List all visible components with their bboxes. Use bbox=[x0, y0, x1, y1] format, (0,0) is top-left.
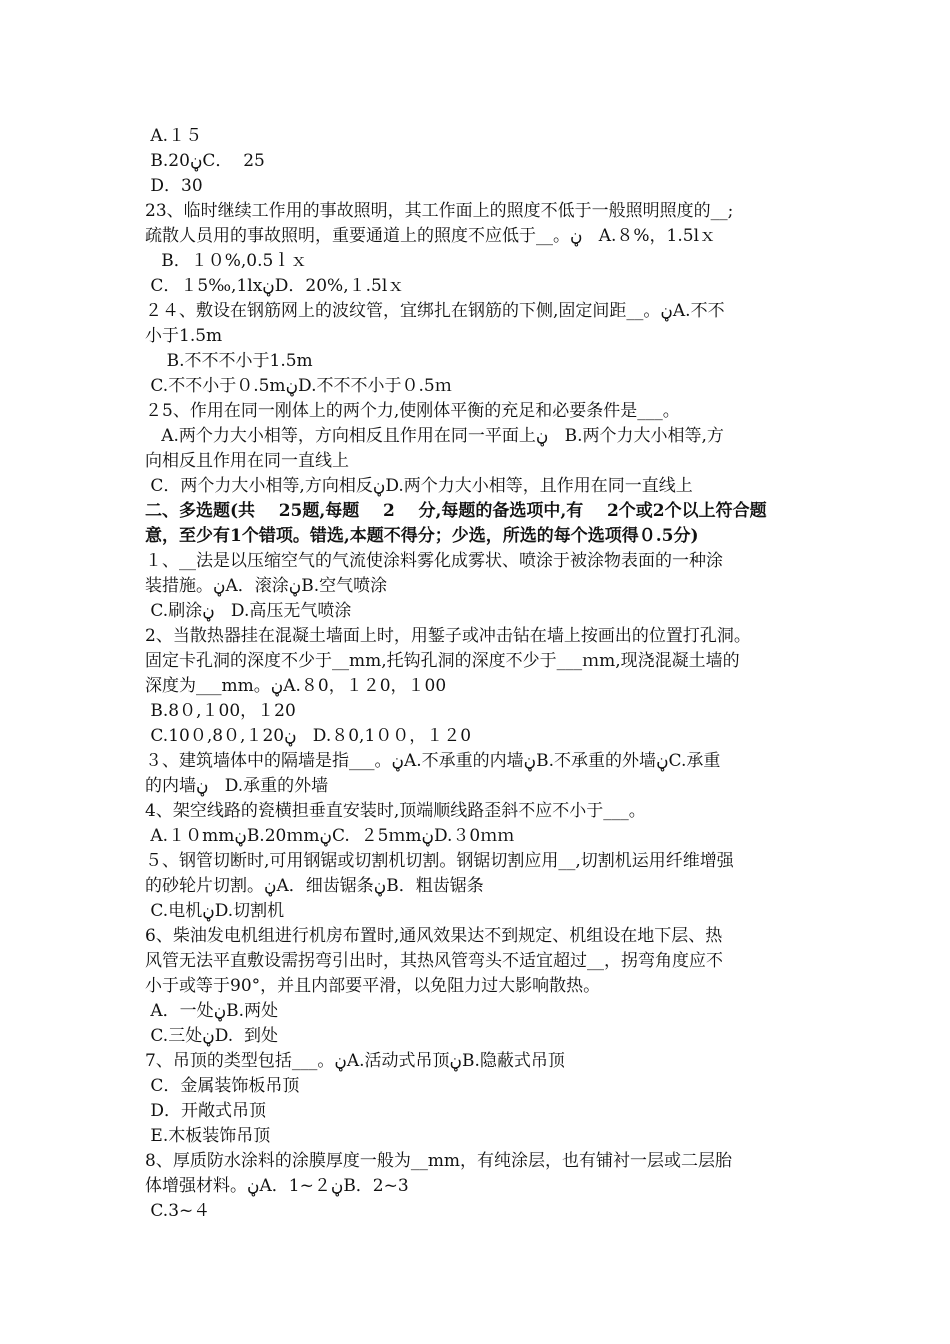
text-line: 小于1.5m bbox=[145, 326, 223, 346]
text-line: A.１０mmڼB.20ｍmڼC. ２5ｍmڼD.３0ｍｍ bbox=[145, 826, 515, 846]
section-heading-line: 二、多选题(共 25题,每题 2 分,每题的备选项中,有 2个或2个以上符合题 bbox=[145, 501, 767, 521]
text-line: C.不不小于０.5mڼD.不不不小于０.5ｍ bbox=[145, 376, 452, 396]
text-line: ３、建筑墙体中的隔墙是指___。ڼA.不承重的内墙ڼB.不承重的外墙ڼC.承重 bbox=[145, 751, 721, 771]
text-line: C．金属装饰板吊顶 bbox=[145, 1076, 300, 1096]
text-line: B．１０%,0.5ｌｘ bbox=[145, 251, 308, 271]
text-line: ２5、作用在同一刚体上的两个力,使刚体平衡的充足和必要条件是___。 bbox=[145, 401, 680, 421]
document-body bbox=[145, 124, 810, 1224]
text-line: 的内墙ڼ D.承重的外墙 bbox=[145, 776, 329, 796]
text-line: 23、临时继续工作用的事故照明，其工作面上的照度不低于一般照明照度的__; bbox=[145, 201, 734, 221]
text-line: 疏散人员用的事故照明，重要通道上的照度不应低于__。ڼ A.８%，1.5lｘ bbox=[145, 226, 717, 246]
text-line: C.3~４ bbox=[145, 1201, 211, 1221]
text-line: C.电机ڼD.切割机 bbox=[145, 901, 285, 921]
text-line: 8、厚质防水涂料的涂膜厚度一般为__mm，有纯涂层，也有铺衬一层或二层胎 bbox=[145, 1151, 733, 1171]
text-line: 7、吊顶的类型包括___。ڼA.活动式吊顶ڼB.隐蔽式吊顶 bbox=[145, 1051, 565, 1071]
section-heading-line: 意，至少有1个错项。错选,本题不得分；少选，所选的每个选项得０.5分) bbox=[145, 526, 699, 546]
text-line: ５、钢管切断时,可用钢锯或切割机切割。钢锯切割应用__,切割机运用纤维增强 bbox=[145, 851, 734, 871]
text-line: C.10０,8０,１20ڼ D.８0,1００，１２0 bbox=[145, 726, 472, 746]
text-line: １、__法是以压缩空气的气流使涂料雾化成雾状、喷涂于被涂物表面的一种涂 bbox=[145, 551, 723, 571]
text-line: C．两个力大小相等,方向相反ڼD.两个力大小相等，且作用在同一直线上 bbox=[145, 476, 693, 496]
text-line: E.木板装饰吊顶 bbox=[145, 1126, 271, 1146]
text-line: A．一处ڼB.两处 bbox=[145, 1001, 279, 1021]
text-line: 2、当散热器挂在混凝土墙面上时，用錾子或冲击钻在墙上按画出的位置打孔洞。 bbox=[145, 626, 751, 646]
text-line: B.8０,１00，１20 bbox=[145, 701, 296, 721]
text-line: 6、柴油发电机组进行机房布置时,通风效果达不到规定、机组设在地下层、热 bbox=[145, 926, 723, 946]
text-line: B.不不不小于1.5m bbox=[145, 351, 313, 371]
text-line: 体增强材料。ڼA．1~２ڼB．2~3 bbox=[145, 1176, 409, 1196]
text-line: A.两个力大小相等，方向相反且作用在同一平面上ڼ B.两个力大小相等,方 bbox=[145, 426, 724, 446]
text-line: 装措施。ڼA．滚涂ڼB.空气喷涂 bbox=[145, 576, 388, 596]
text-line: 向相反且作用在同一直线上 bbox=[145, 451, 349, 471]
text-line: 深度为___mm。ڼA.８0，１２0，１00 bbox=[145, 676, 447, 696]
text-line: B.20ڼC． 25 bbox=[145, 151, 265, 171]
text-line: 的砂轮片切割。ڼA．细齿锯条ڼB．粗齿锯条 bbox=[145, 876, 484, 896]
text-line: A.１５ bbox=[145, 126, 203, 146]
text-line: 固定卡孔洞的深度不少于__mm,托钩孔洞的深度不少于___ｍm,现浇混凝土墙的 bbox=[145, 651, 740, 671]
text-line: D．开敞式吊顶 bbox=[145, 1101, 267, 1121]
text-line: C．１5‰,1lxڼD．20%,１.5lｘ bbox=[145, 276, 405, 296]
text-line: D．30 bbox=[145, 176, 203, 196]
text-line: 风管无法平直敷设需拐弯引出时，其热风管弯头不适宜超过__，拐弯角度应不 bbox=[145, 951, 723, 971]
text-line: C.三处ڼD. 到处 bbox=[145, 1026, 278, 1046]
text-line: ２４、敷设在钢筋网上的波纹管，宜绑扎在钢筋的下侧,固定间距__。ڼA.不不 bbox=[145, 301, 725, 321]
text-line: 小于或等于90°，并且内部要平滑，以免阻力过大影响散热。 bbox=[145, 976, 601, 996]
text-line: 4、架空线路的瓷横担垂直安装时,顶端顺线路歪斜不应不小于___。 bbox=[145, 801, 646, 821]
text-line: C.刷涂ڼ D.高压无气喷涂 bbox=[145, 601, 352, 621]
